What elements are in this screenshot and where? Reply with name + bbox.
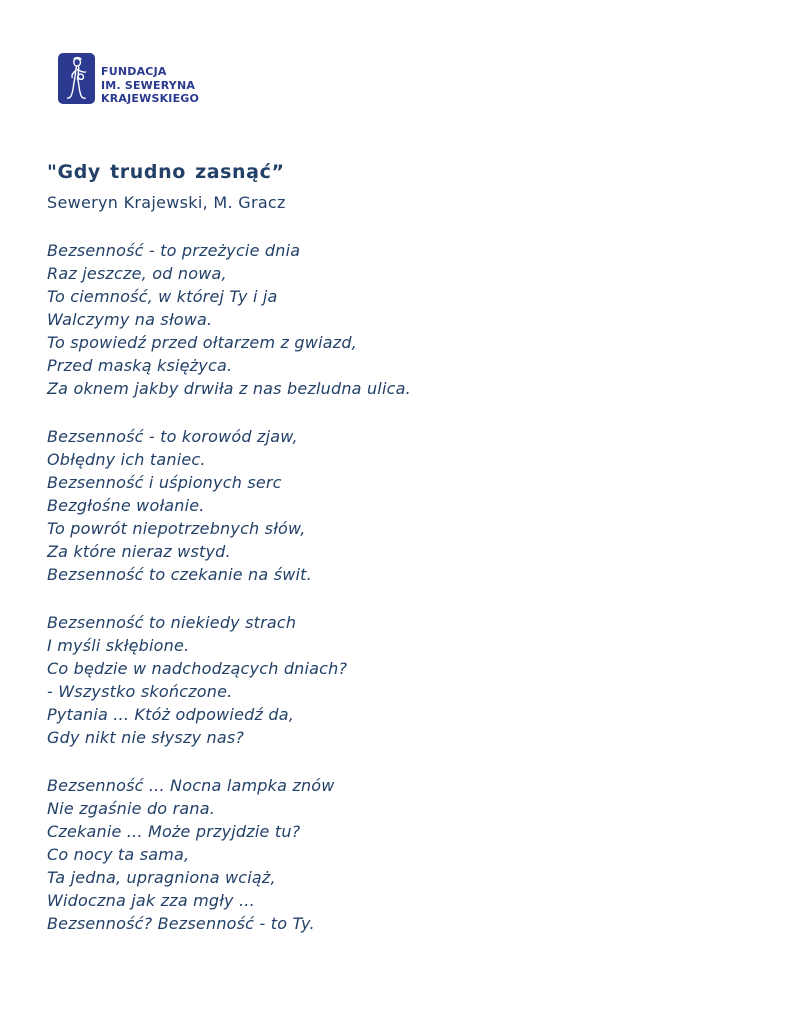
stanza: [47, 611, 411, 749]
poem-line: To spowiedź przed ołtarzem z gwiazd,: [47, 333, 357, 352]
poem-line: Przed maską księżyca.: [47, 356, 233, 375]
poem-line: Bezsenność? Bezsenność - to Ty.: [47, 914, 315, 933]
poem-line: Za oknem jakby drwiła z nas bezludna ulica.: [47, 379, 411, 398]
poem-line: Bezsenność ... Nocna lampka znów: [47, 776, 335, 795]
stanza: [47, 425, 411, 586]
foundation-name-line-3: KRAJEWSKIEGO: [101, 92, 200, 105]
poem-line: Bezsenność to niekiedy strach: [47, 613, 297, 632]
poem-body: [47, 239, 411, 935]
poem-line: - Wszystko skończone.: [47, 682, 233, 701]
foundation-name-line-2: IM. SEWERYNA: [101, 78, 196, 92]
poem-line: Ta jedna, upragniona wciąż,: [47, 868, 276, 887]
poem-line: Czekanie ... Może przyjdzie tu?: [47, 822, 301, 841]
poem-line: Bezsenność - to korowód zjaw,: [47, 427, 298, 446]
poem-authors: Seweryn Krajewski, M. Gracz: [47, 193, 286, 212]
poem-line: Bezgłośne wołanie.: [47, 496, 205, 515]
poem-line: Raz jeszcze, od nowa,: [47, 264, 227, 283]
foundation-name-line-1: FUNDACJA: [101, 65, 167, 78]
poem-line: Za które nieraz wstyd.: [47, 542, 231, 561]
poem-line: Bezsenność - to przeżycie dnia: [47, 241, 301, 260]
poem-line: I myśli skłębione.: [47, 636, 190, 655]
foundation-name: [101, 65, 199, 106]
guitarist-sketch-icon: [58, 53, 95, 104]
poem-line: Co nocy ta sama,: [47, 845, 190, 864]
poem-line: Obłędny ich taniec.: [47, 450, 206, 469]
poem-title: "Gdy trudno zasnąć”: [47, 161, 285, 183]
poem-line: To powrót niepotrzebnych słów,: [47, 519, 306, 538]
stanza: [47, 774, 411, 935]
poem-line: Widoczna jak zza mgły ...: [47, 891, 255, 910]
poem-line: Co będzie w nadchodzących dniach?: [47, 659, 348, 678]
foundation-logo: [58, 53, 199, 106]
stanza: [47, 239, 411, 400]
poem-line: Nie zgaśnie do rana.: [47, 799, 215, 818]
poem-line: To ciemność, w której Ty i ja: [47, 287, 278, 306]
poem-line: Gdy nikt nie słyszy nas?: [47, 728, 245, 747]
poem-line: Bezsenność to czekanie na świt.: [47, 565, 312, 584]
poem-line: Pytania ... Któż odpowiedź da,: [47, 705, 295, 724]
poem-line: Bezsenność i uśpionych serc: [47, 473, 282, 492]
poem: [47, 161, 411, 935]
poem-line: Walczymy na słowa.: [47, 310, 213, 329]
